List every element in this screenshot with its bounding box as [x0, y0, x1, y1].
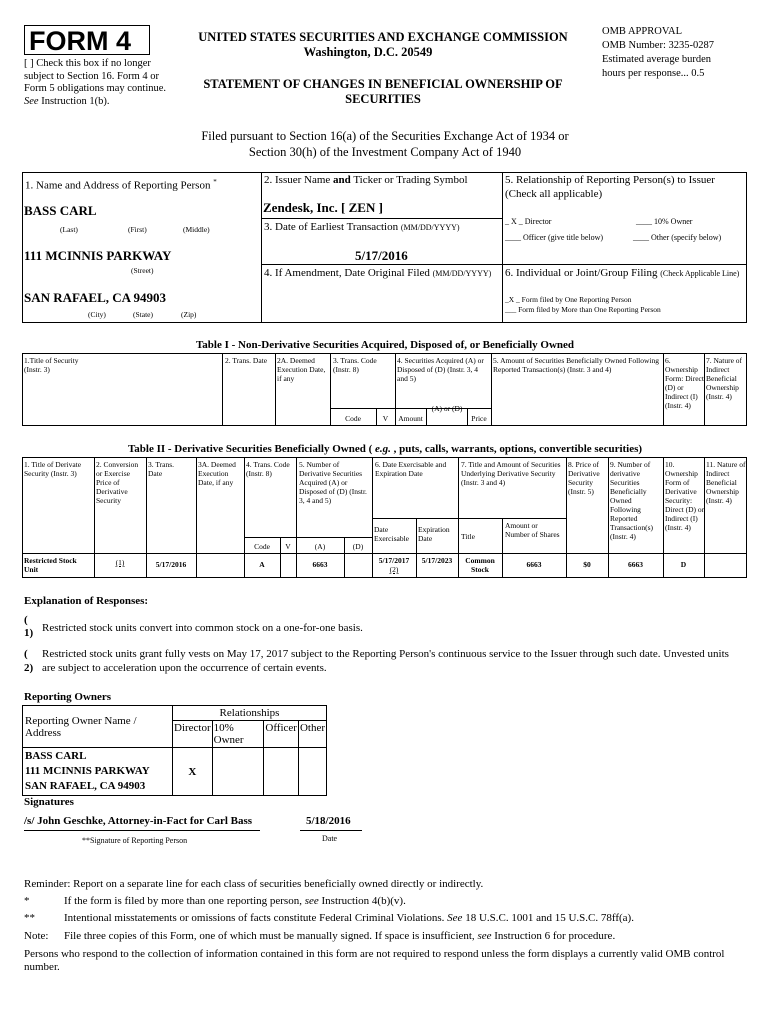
filed-pursuant-1: Filed pursuant to Section 16(a) of the Securities Exchange Act of 1934 or: [201, 129, 569, 143]
city-label: (City): [88, 310, 106, 319]
omb-burden-2: hours per response... 0.5: [602, 68, 705, 79]
box1-star: *: [213, 178, 217, 186]
earliest-transaction-date: 5/17/2016: [355, 248, 408, 263]
street-value: 111 MCINNIS PARKWAY: [24, 248, 172, 263]
t1-h2: 2. Trans. Date: [225, 356, 268, 365]
first-label: (First): [128, 225, 147, 234]
signature-date: 5/18/2016: [306, 815, 351, 827]
box4-fmt: (MM/DD/YYYY): [432, 269, 492, 278]
other-check[interactable]: ____ Other (specify below): [633, 233, 722, 242]
more-person-check[interactable]: ___ Form filed by More than One Reporting Person: [505, 305, 661, 314]
t2-h1: 1. Title of Derivate Security (Instr. 3): [24, 460, 82, 478]
signer-name: /s/ John Geschke, Attorney-in-Fact for Carl Bass: [24, 815, 253, 827]
t1-amount: Amount: [398, 414, 423, 423]
t1-h4: 4. Securities Acquired (A) or Disposed of (D) (Instr. 3, 4 and 5): [397, 356, 484, 383]
star-see: see: [304, 895, 319, 907]
omb-approval: OMB APPROVAL: [602, 26, 683, 37]
t2-code: Code: [254, 542, 270, 551]
dstar-pre: Intentional misstatements or omissions of facts constitute Federal Criminal Violations.: [64, 912, 448, 924]
dstar-see: See: [447, 912, 463, 924]
t2-h6: 6. Date Exercisable and Expiration Date: [375, 460, 447, 478]
box6-label-sm: (Check Applicable Line): [660, 269, 740, 278]
t2-h10: 10. Ownership Form of Derivative Security: Direct (D) or Indirect (I) (Instr. 4): [665, 460, 705, 532]
t2-title: Title: [461, 532, 475, 541]
reporting-person-name: BASS CARL: [24, 203, 97, 218]
t1-h7: 7. Nature of Indirect Beneficial Ownership (Instr. 4): [706, 356, 743, 401]
t2-title-post: , puts, calls, warrants, options, convertible securities): [390, 443, 643, 455]
t2-h8: 8. Price of Derivative Security (Instr. 5): [568, 460, 600, 496]
omb-number: OMB Number: 3235-0287: [602, 40, 714, 51]
box1-label: [25, 176, 217, 193]
box1-label-text: 1. Name and Address of Reporting Person: [25, 179, 211, 192]
box3-fmt: (MM/DD/YYYY): [400, 223, 460, 232]
note-text: [64, 930, 615, 943]
owners-title: Reporting Owners: [24, 691, 112, 703]
filed-pursuant-2: Section 30(h) of the Investment Company Act of 1940: [248, 145, 522, 159]
form-title: FORM 4: [29, 26, 132, 56]
agency-line2: Washington, D.C. 20549: [303, 45, 433, 59]
fn2-num: ( 2): [24, 648, 34, 674]
box4-label-text: 4. If Amendment, Date Original Filed: [264, 267, 430, 279]
box2-label-post: Ticker or Trading Symbol: [350, 174, 468, 186]
box3-label: [264, 221, 460, 234]
owners-table: [22, 705, 327, 796]
check-box-text: [ ] Check this box if no longer subject to Section 16. Form 4 or Form 5 obligations may continue.: [24, 58, 167, 94]
persons-note: Persons who respond to the collection of information contained in this form are not required to respond unless the form displays a currently valid OMB control number.: [24, 948, 725, 973]
owners-col-officer: Officer: [264, 721, 299, 748]
owner-officer-cell: [264, 748, 299, 796]
owners-relationships: Relationships: [173, 706, 327, 721]
t1-h5: 5. Amount of Securities Beneficially Owned Following Reported Transaction(s) (Instr. 3 and 4): [493, 356, 660, 374]
check-box-see: See: [24, 95, 39, 107]
box6-label-text: 6. Individual or Joint/Group Filing: [505, 267, 658, 279]
t2-h5: 5. Number of Derivative Securities Acquired (A) or Disposed of (D) (Instr. 3, 4 and 5): [299, 460, 367, 505]
note-pre: File three copies of this Form, one of which must be manually signed. If space is insufficient,: [64, 930, 478, 942]
t1-h3: 3. Trans. Code (Instr. 8): [333, 356, 377, 374]
one-person-check[interactable]: _X _ Form filed by One Reporting Person: [505, 295, 632, 304]
star-note: [64, 895, 406, 908]
owners-col-10: 10% Owner: [212, 721, 264, 748]
owner-line1: BASS CARL: [25, 750, 87, 762]
note-mark: Note:: [24, 930, 49, 942]
owners-col-director: Director: [173, 721, 213, 748]
t2-row-form: D: [680, 560, 687, 569]
statement-line2: SECURITIES: [345, 92, 421, 106]
owner-director-mark: X: [173, 748, 213, 796]
star-pre: If the form is filed by more than one reporting person,: [64, 895, 305, 907]
t2-row-date: 5/17/2016: [155, 560, 187, 569]
t2-amount-shares: Amount or Number of Shares: [505, 521, 560, 539]
t2-exp-date: Expiration Date: [418, 525, 450, 543]
box4-label: [264, 267, 491, 280]
box5-label1: 5. Relationship of Reporting Person(s) to Issuer: [505, 174, 715, 186]
t2-h11: 11. Nature of Indirect Beneficial Ownership (Instr. 4): [706, 460, 746, 505]
t2-title-pre: Table II - Derivative Securities Beneficially Owned (: [127, 443, 376, 455]
t2-h4: 4. Trans. Code (Instr. 8): [246, 460, 290, 478]
t2-h3a: 3A. Deemed Execution Date, if any: [198, 460, 236, 487]
omb-box: [602, 25, 762, 81]
t2-date-ex: Date Exercisable: [374, 525, 409, 543]
t2-h3: 3. Trans. Date: [148, 460, 175, 478]
t1-price: Price: [471, 414, 487, 423]
dstar-post: 18 U.S.C. 1001 and 15 U.S.C. 78ff(a).: [462, 912, 634, 924]
note-see: see: [477, 930, 492, 942]
owner-address: [23, 748, 173, 796]
fn1-num: ( 1): [24, 614, 34, 639]
t2-row-date-exercisable: 5/17/2017: [378, 556, 410, 565]
box2-label: [264, 174, 468, 187]
date-label: Date: [322, 834, 338, 843]
box6-label: [505, 267, 739, 280]
t2-h2: 2. Conversion or Exercise Price of Derivative Security: [96, 460, 139, 505]
t2-row-security: Restricted Stock Unit: [24, 556, 77, 574]
box3-label-text: 3. Date of Earliest Transaction: [264, 221, 399, 233]
box2-label-and: and: [333, 174, 351, 186]
t2-h9: 9. Number of derivative Securities Beneficially Owned Following Reported Transaction(s) (Instr. 4): [610, 460, 654, 541]
t1-h1: 1.Title of Security (Instr. 3): [24, 356, 79, 374]
t2-d: (D): [352, 542, 364, 551]
t2-row-underlying-title: Common Stock: [465, 556, 495, 574]
table2-title: [0, 443, 770, 455]
omb-burden-1: Estimated average burden: [602, 54, 712, 65]
t1-h6: 6. Ownership Form: Direct (D) or Indirect (I) (Instr. 4): [665, 356, 704, 410]
officer-check[interactable]: ____ Officer (give title below): [505, 233, 604, 242]
t2-h7: 7. Title and Amount of Securities Underlying Derivative Security (Instr. 3 and 4): [461, 460, 561, 487]
agency-line1: UNITED STATES SECURITIES AND EXCHANGE COMMISSION: [198, 30, 568, 44]
t2-row-price: $0: [583, 560, 591, 569]
middle-label: (Middle): [183, 225, 210, 234]
check-box-instr: Instruction 1(b).: [41, 95, 110, 107]
box2-label-pre: 2. Issuer Name: [264, 174, 334, 186]
issuer-name: Zendesk, Inc. [ ZEN ]: [263, 200, 383, 215]
state-label: (State): [133, 310, 153, 319]
last-label: (Last): [60, 225, 78, 234]
fn1-text: Restricted stock units convert into common stock on a one-for-one basis.: [42, 622, 363, 634]
zip-label: (Zip): [181, 310, 197, 319]
reminder-line: Reminder: Report on a separate line for each class of securities beneficially owned directly or indirectly.: [24, 878, 484, 890]
t1-code: Code: [345, 414, 361, 423]
owner-line3: SAN RAFAEL, CA 94903: [25, 780, 146, 792]
owners-col-other: Other: [298, 721, 326, 748]
t1-aord: (A) or (D): [431, 404, 463, 413]
signature-label: **Signature of Reporting Person: [82, 836, 188, 845]
t2-row-code: A: [259, 560, 265, 569]
dstar-note: [64, 912, 634, 925]
form-title-box: [24, 25, 150, 55]
t2-row-conversion[interactable]: (1): [115, 558, 125, 567]
t2-a: (A): [314, 542, 326, 551]
t2-row-a: 6663: [312, 560, 328, 569]
t2-row-owned: 6663: [628, 560, 643, 569]
t2-row-expiration: 5/17/2023: [421, 556, 453, 565]
owner10-check[interactable]: ____ 10% Owner: [636, 217, 693, 226]
box5-label2: (Check all applicable): [505, 188, 603, 200]
t2-row-date-ex-fn[interactable]: (2): [389, 565, 399, 574]
owner-other-cell: [298, 748, 326, 796]
t2-row-amount: 6663: [526, 560, 542, 569]
star-mark: *: [24, 895, 30, 907]
director-check[interactable]: _ X _ Director: [505, 217, 552, 226]
signatures-title: Signatures: [24, 796, 74, 808]
table1-title: Table I - Non-Derivative Securities Acquired, Disposed of, or Beneficially Owned: [195, 339, 575, 351]
owners-col-name: Reporting Owner Name / Address: [23, 706, 173, 748]
dstar-mark: **: [24, 912, 35, 924]
fn2-text: Restricted stock units grant fully vests on May 17, 2017 subject to the Reporting Person's continuous service to the Issuer through such date. Unvested units are subject to acceleration upon the occurrence of certain events.: [42, 648, 729, 674]
t2-title-eg: e.g.: [375, 443, 391, 455]
street-label: (Street): [131, 266, 154, 275]
check-box-note[interactable]: [24, 58, 174, 108]
t1-h2a: 2A. Deemed Execution Date, if any: [277, 356, 326, 383]
note-post: Instruction 6 for procedure.: [491, 930, 616, 942]
statement-line1: STATEMENT OF CHANGES IN BENEFICIAL OWNERSHIP OF: [203, 77, 563, 91]
explanation-title: Explanation of Responses:: [24, 595, 149, 607]
city-value: SAN RAFAEL, CA 94903: [24, 290, 167, 305]
owner-10-cell: [212, 748, 264, 796]
owner-line2: 111 MCINNIS PARKWAY: [25, 765, 150, 777]
t2-v: V: [285, 542, 291, 551]
star-post: Instruction 4(b)(v).: [318, 895, 406, 907]
t1-v: V: [382, 414, 389, 423]
